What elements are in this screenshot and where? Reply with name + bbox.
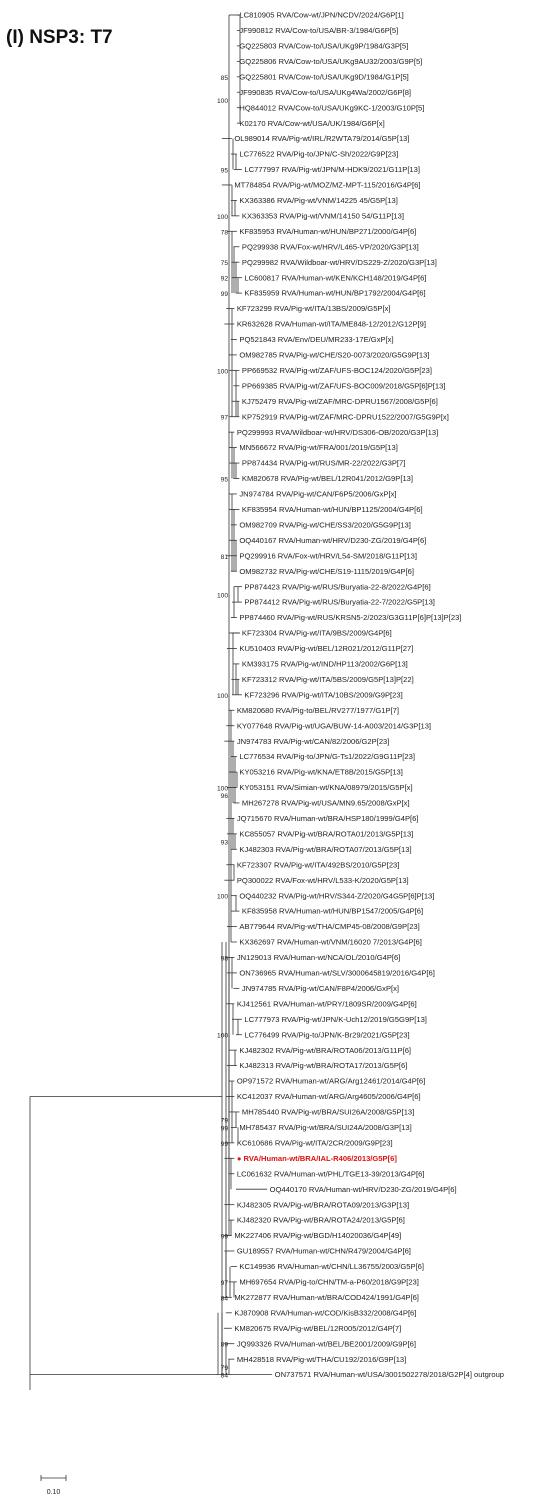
taxon-label: KY053216 RVA/Pig-wt/KNA/ET8B/2015/G5P[13] [239,767,403,777]
bootstrap-value: 81 [220,553,228,561]
taxon-label: MN566672 RVA/Pig-wt/FRA/001/2019/G5P[13] [239,443,398,453]
taxon-label: KU510403 RVA/Pig-wt/BEL/12R021/2012/G11P[27] [239,644,414,654]
taxon-label: KF835959 RVA/Human-wt/HUN/BP1792/2004/G4P[6] [244,288,426,298]
taxon-label: KY077648 RVA/Pig-wt/UGA/BUW-14-A003/2014/G3P[13] [236,721,432,731]
taxon-label: KJ870908 RVA/Human-wt/COD/KisB332/2008/G4P[6] [234,1308,417,1318]
taxon-label: KJ482313 RVA/Pig-wt/BRA/ROTA17/2013/G5P[6] [239,1061,408,1071]
bootstrap-value: 92 [220,275,228,283]
taxon-label: LC776499 RVA/Pig-to/JPN/K-Br29/2021/G5P[23] [244,1030,410,1040]
taxon-label: KF723304 RVA/Pig-wt/ITA/9BS/2009/G4P[6] [241,628,392,638]
panel-title: (I) NSP3: T7 [6,27,113,48]
taxon-label: LC061632 RVA/Human-wt/PHL/TGE13-39/2013/G4P[6] [236,1169,425,1179]
taxon-label: KJ412561 RVA/Human-wt/PRY/1809SR/2009/G4P[6] [236,999,417,1009]
bootstrap-value: 100 [216,97,228,105]
taxon-label: MH697654 RVA/Pig-to/CHN/TM-a-P60/2018/G9P[23] [239,1277,419,1287]
taxon-label: JN974785 RVA/Pig-wt/CAN/F8P4/2006/GxP[x] [241,983,400,993]
bootstrap-value: 100 [216,368,228,376]
taxon-label: MH785437 RVA/Pig-wt/BRA/SUI24A/2008/G3P[13] [239,1123,412,1132]
bootstrap-value: 100 [216,592,228,600]
taxon-label: PP874412 RVA/Pig-wt/RUS/Buryatia-22-7/2022/G5P[13] [244,597,435,607]
taxon-label: KM820675 RVA/Pig-wt/BEL/12R005/2012/G4P[7] [234,1323,402,1333]
taxon-label: KR632628 RVA/Human-wt/ITA/ME848-12/2012/G12P[9] [236,319,426,329]
taxon-label: JN974783 RVA/Pig-wt/CAN/82/2006/G2P[23] [236,736,390,746]
bootstrap-value: 99 [220,1140,228,1148]
bootstrap-value: 89 [220,1341,228,1349]
taxon-label: KP752919 RVA/Pig-wt/ZAF/MRC-DPRU1522/2007/G5G9P[x] [241,412,449,422]
taxon-label: MH785440 RVA/Pig-wt/BRA/SUI26A/2008/G5P[13] [241,1107,415,1117]
taxon-label: KF723307 RVA/Pig-wt/ITA/492BS/2010/G5P[23] [236,860,400,870]
taxon-label: KX363386 RVA/Pig-wt/VNM/14225 45/G5P[13] [239,196,398,205]
taxon-label: MK227406 RVA/Pig-wt/BGD/H14020036/G4P[49] [234,1231,402,1241]
taxon-label: JQ993326 RVA/Human-wt/BEL/BE2001/2009/G9P[6] [236,1339,416,1349]
bootstrap-value: 84 [220,1295,228,1303]
taxon-label: KX363353 RVA/Pig-wt/VNM/14150 54/G11P[13] [241,211,405,221]
taxon-label: LC600817 RVA/Human-wt/KEN/KCH148/2019/G4P[6] [244,273,427,283]
taxon-label: KC149936 RVA/Human-wt/CHN/LL36755/2003/G5P[6] [239,1262,424,1272]
taxon-label: GU189557 RVA/Human-wt/CHN/R479/2004/G4P[6] [236,1246,411,1256]
taxon-label: KF723296 RVA/Pig-wt/ITA/10BS/2009/G9P[23] [244,690,403,700]
bootstrap-value: 99 [220,1125,228,1133]
bootstrap-value: 85 [220,74,228,82]
taxon-label: PQ521843 RVA/Env/DEU/MR233-17E/GxP[x] [239,335,394,345]
taxon-label: PP874423 RVA/Pig-wt/RUS/Buryatia-22-8/2022/G4P[6] [244,582,431,592]
bootstrap-value: 98 [220,955,228,963]
taxon-label: GQ225803 RVA/Cow-to/USA/UKg9P/1984/G3P[5] [239,41,409,51]
taxon-label: PQ300022 RVA/Fox-wt/HRV/L533-K/2020/G5P[13] [236,875,409,885]
taxon-label: KJ482302 RVA/Pig-wt/BRA/ROTA06/2013/G11P[6] [239,1045,412,1055]
taxon-label: LC777997 RVA/Pig-wt/JPN/M-HDK9/2021/G11P[13] [244,165,421,175]
taxon-label: K02170 RVA/Cow-wt/USA/UK/1984/G6P[x] [239,118,385,128]
taxon-label: JF990812 RVA/Cow-to/USA/BR-3/1984/G6P[5] [239,26,399,36]
taxon-label: KJ482303 RVA/Pig-wt/BRA/ROTA07/2013/G5P[13] [239,844,412,854]
taxon-label: PP874434 RVA/Pig-wt/RUS/MR-22/2022/G3P[7] [241,458,406,468]
taxon-label: KF835953 RVA/Human-wt/HUN/BP271/2000/G4P[6] [239,226,417,236]
taxon-label: OP971572 RVA/Human-wt/ARG/Arg12461/2014/G4P[6] [236,1076,426,1086]
taxon-label: KC855057 RVA/Pig-wt/BRA/ROTA01/2013/G5P[13] [239,829,414,839]
bootstrap-value: 100 [216,893,228,901]
bootstrap-value: 93 [220,839,228,847]
taxon-label: KX362697 RVA/Human-wt/VNM/16020 7/2013/G4P[6] [239,937,422,947]
taxon-label: KM820680 RVA/Pig-to/BEL/RV277/1977/G1P[7] [236,705,399,715]
taxon-label: KJ752479 RVA/Pig-wt/ZAF/MRC-DPRU1567/2008/G5P[6] [241,396,438,406]
taxon-label: MH267278 RVA/Pig-wt/USA/MN9.65/2008/GxP[x] [241,798,410,808]
bootstrap-value: 79 [220,1117,228,1125]
taxon-label: JN974784 RVA/Pig-wt/CAN/F6P5/2006/GxP[x] [239,489,397,499]
highlighted-taxon-label: ● RVA/Human-wt/BRA/IAL-R406/2013/G5P[6] [236,1153,397,1163]
taxon-label: PP669532 RVA/Pig-wt/ZAF/UFS-BOC124/2020/G5P[23] [241,365,432,375]
taxon-label: KM393175 RVA/Pig-wt/IND/HP113/2002/G6P[13] [241,659,408,669]
taxon-label: JN129013 RVA/Human-wt/NCA/OL/2010/G4P[6] [236,953,401,963]
taxon-label: MT784854 RVA/Pig-wt/MOZ/MZ-MPT-115/2016/G4P[6] [234,180,421,190]
taxon-label: GQ225806 RVA/Cow-to/USA/UKg9AU32/2003/G9P[5] [239,56,423,66]
taxon-label: JF990835 RVA/Cow-to/USA/UKg4Wa/2002/G6P[8] [239,87,412,97]
taxon-label: KF723312 RVA/Pig-wt/ITA/5BS/2009/G5P[13]P[22] [241,674,414,684]
taxon-label: LC776534 RVA/Pig-to/JPN/G-Ts1/2022/G9G11P[23] [239,752,415,762]
bootstrap-value: 100 [216,1032,228,1040]
taxon-label: PP669385 RVA/Pig-wt/ZAF/UFS-BOC009/2018/G5P[6]P[13] [241,381,446,391]
taxon-label: PQ299916 RVA/Fox-wt/HRV/L54-SM/2018/G11P[13] [239,551,417,561]
bootstrap-value: 79 [220,1364,228,1372]
taxon-label: JQ715670 RVA/Human-wt/BRA/HSP180/1999/G4P[6] [236,814,419,823]
taxon-label: PQ299993 RVA/Wildboar-wt/HRV/DS306-OB/2020/G3P[13] [236,427,439,437]
taxon-label: KC610686 RVA/Pig-wt/ITA/2CR/2009/G9P[23] [236,1138,393,1148]
taxon-label: GQ225801 RVA/Cow-to/USA/UKg9D/1984/G1P[5] [239,72,409,82]
taxon-label: MH428518 RVA/Pig-wt/THA/CU192/2016/G9P[13] [236,1354,407,1364]
taxon-label: ON736965 RVA/Human-wt/SLV/3000645819/2016/G4P[6] [239,968,435,978]
taxon-label: AB779644 RVA/Pig-wt/THA/CMP45-08/2008/G9P[23] [239,922,420,932]
taxon-label: KM820678 RVA/Pig-wt/BEL/12R041/2012/G9P[13] [241,474,414,484]
taxon-label: OM982732 RVA/Pig-wt/CHE/S19-1115/2019/G4P[6] [239,566,415,576]
taxon-label: OL989014 RVA/Pig-wt/IRL/R2WTA79/2014/G5P[13] [234,134,410,144]
taxon-label: LC777973 RVA/Pig-wt/JPN/K-Uch12/2019/G5G9P[13] [244,1014,427,1024]
taxon-label: KF723299 RVA/Pig-wt/ITA/13BS/2009/G5P[x] [236,304,391,314]
taxon-label: KJ482305 RVA/Pig-wt/BRA/ROTA09/2013/G3P[13] [236,1200,410,1210]
bootstrap-value: 95 [220,476,228,484]
taxon-label: KF835958 RVA/Human-wt/HUN/BP1547/2005/G4P[6] [241,906,424,916]
bootstrap-value: 97 [220,1279,228,1287]
bootstrap-value: 84 [220,1372,228,1380]
taxon-label: KF835954 RVA/Human-wt/HUN/BP1125/2004/G4P[6] [241,505,423,514]
taxon-label: KJ482320 RVA/Pig-wt/BRA/ROTA24/2013/G5P[6] [236,1215,405,1225]
bootstrap-value: 96 [220,793,228,801]
bootstrap-value: 100 [216,692,228,700]
taxon-label: MK272877 RVA/Human-wt/BRA/COD424/1991/G4P[6] [234,1292,419,1302]
taxon-label: OM982709 RVA/Pig-wt/CHE/SS3/2020/G5G9P[13] [239,520,411,530]
taxon-label: PQ299982 RVA/Wildboar-wt/HRV/DS229-Z/2020/G3P[13] [241,257,437,267]
taxon-label: LC810905 RVA/Cow-wt/JPN/NCDV/2024/G6P[1] [239,10,404,20]
taxon-label: HQ844012 RVA/Cow-to/USA/UKg9KC-1/2003/G10P[5] [239,103,425,113]
bootstrap-value: 100 [216,213,228,221]
taxon-label: OQ440232 RVA/Pig-wt/HRV/S344-Z/2020/G4G5P[6]P[13] [239,891,435,901]
scale-bar-label: 0.10 [46,1489,61,1496]
taxon-label: KY053151 RVA/Simian-wt/KNA/08979/2015/G5P[x] [239,783,413,793]
taxon-label: OQ440170 RVA/Human-wt/HRV/D230-ZG/2019/G4P[6] [269,1184,457,1194]
taxon-label: ON737571 RVA/Human-wt/USA/3001502278/2018/G2P[4] outgroup [274,1370,505,1380]
bootstrap-value: 78 [220,229,228,237]
taxon-label: PQ299938 RVA/Fox-wt/HRV/L465-VP/2020/G3P[13] [241,242,419,252]
taxon-label: OQ440167 RVA/Human-wt/HRV/D230-ZG/2019/G4P[6] [239,535,427,545]
bootstrap-value: 97 [220,414,228,422]
bootstrap-value: 99 [220,291,228,299]
taxon-label: KC412037 RVA/Human-wt/ARG/Arg4605/2006/G4P[6] [236,1092,421,1102]
taxon-label: LC776522 RVA/Pig-to/JPN/C-Sh/2022/G9P[23] [239,149,399,159]
bootstrap-value: 99 [220,1233,228,1241]
bootstrap-value: 75 [220,260,228,268]
taxon-label: OM982785 RVA/Pig-wt/CHE/S20-0073/2020/G5G9P[13] [239,350,430,360]
bootstrap-value: 100 [216,785,228,793]
bootstrap-value: 95 [220,167,228,175]
taxon-label: PP874460 RVA/Pig-wt/RUS/KRSN5-2/2023/G3G11P[6]P[13]P[23] [239,613,462,623]
